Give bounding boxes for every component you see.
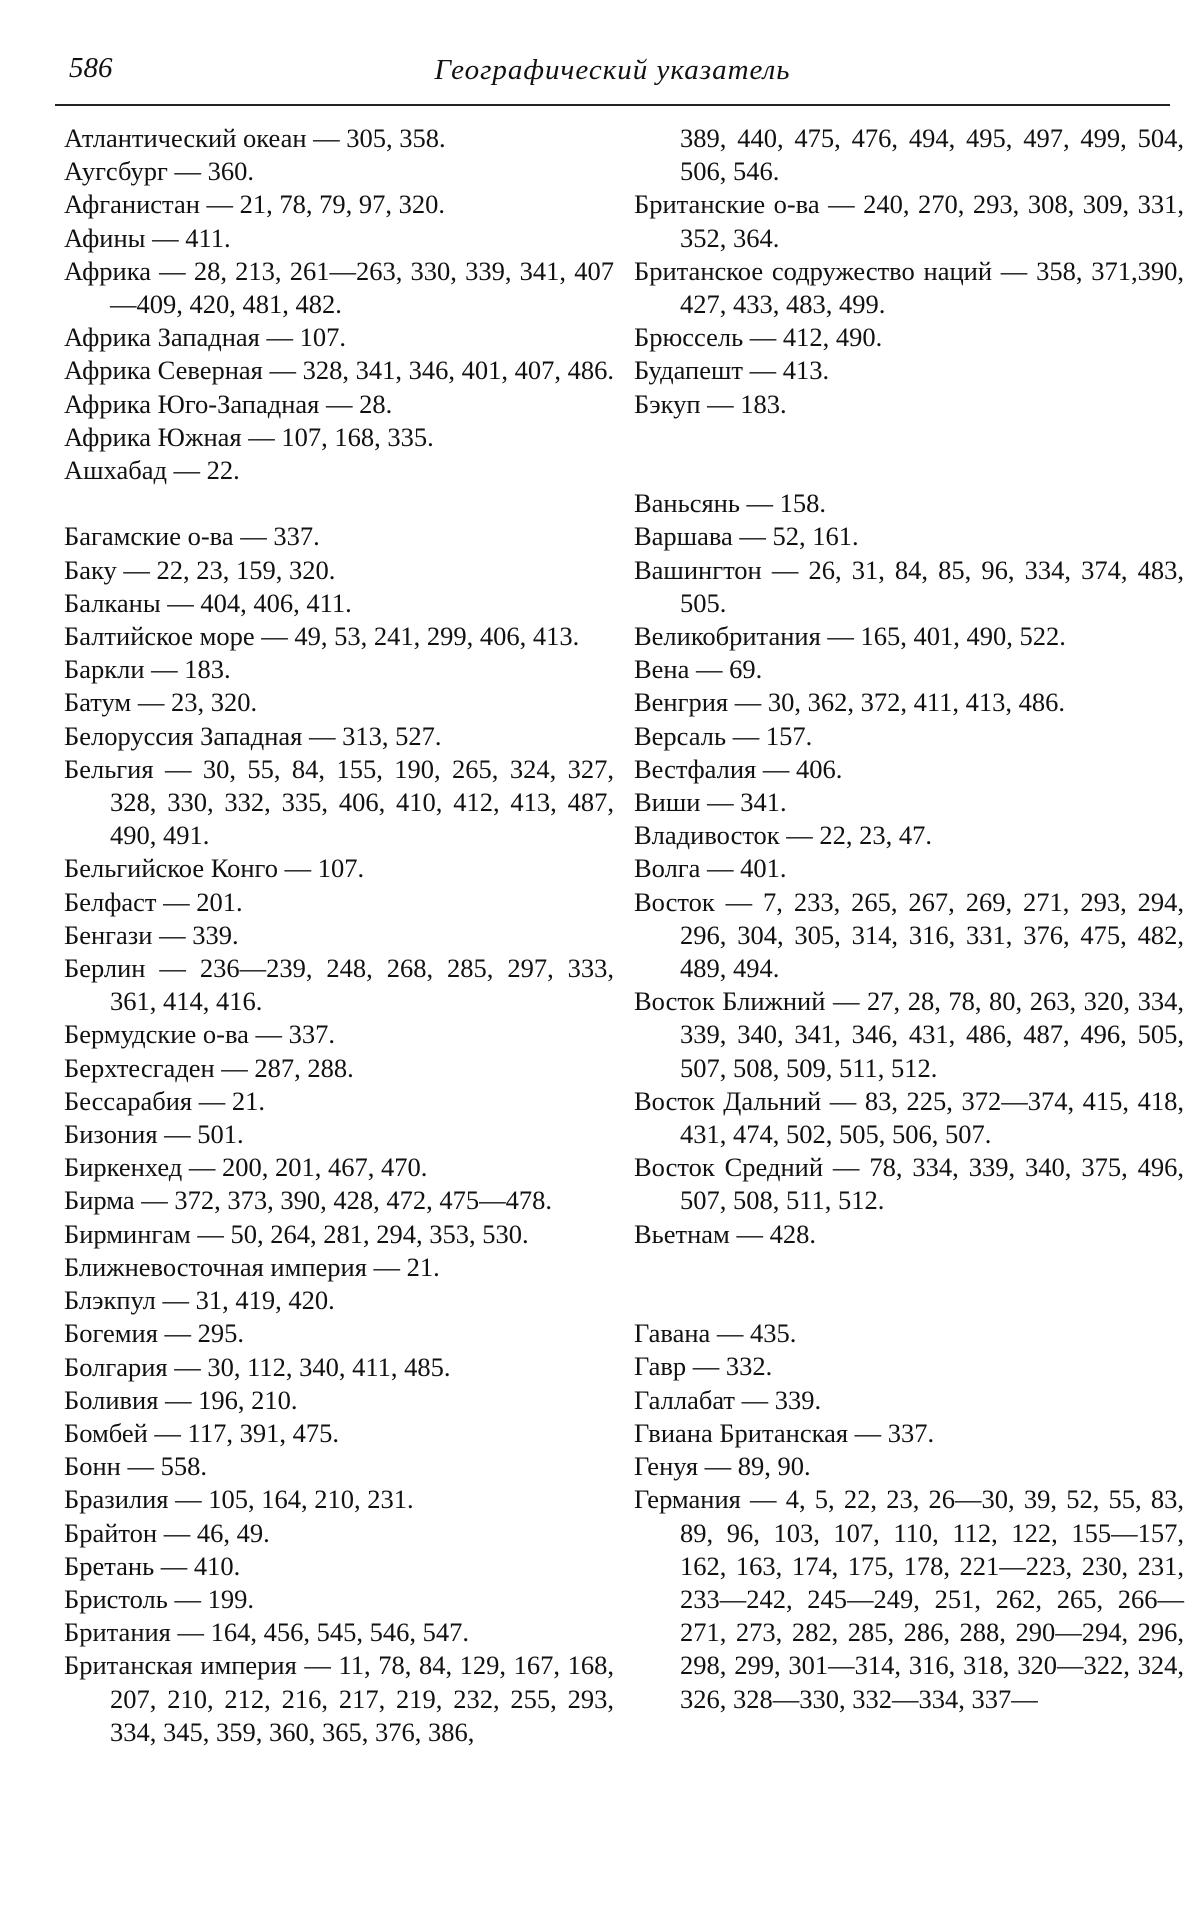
index-entry: Берхтесгаден — 287, 288. [64,1052,354,1083]
index-entry: Бомбей — 117, 391, 475. [64,1417,339,1448]
index-entry: Боливия — 196, 210. [64,1384,298,1415]
index-entry: Блэкпул — 31, 419, 420. [64,1285,335,1316]
index-column-left [64,122,614,1749]
index-entry: Балтийское море — 49, 53, 241, 299, 406, 413. [64,621,580,652]
index-entry: Бирмингам — 50, 264, 281, 294, 353, 530. [64,1218,529,1249]
index-entry: Берлин — 236—239, 248, 268, 285, 297, 333, 361, 414, 416. [64,953,614,1017]
index-entry-continuation: 389, 440, 475, 476, 494, 495, 497, 499, 504, 506, 546. [680,123,1184,187]
index-entry: Гвиана Британская — 337. [634,1417,935,1448]
index-entry: Вашингтон — 26, 31, 84, 85, 96, 334, 374, 483, 505. [634,554,1184,618]
index-entry: Ваньсянь — 158. [634,488,827,519]
running-title: Географический указатель [434,54,791,86]
index-entry: Бермудские о-ва — 337. [64,1019,335,1050]
index-entry: Вьетнам — 428. [634,1218,816,1249]
index-entry: Гавр — 332. [634,1351,773,1382]
index-column-right [634,122,1184,1716]
index-entry: Британская империя — 11, 78, 84, 129, 167, 168, 207, 210, 212, 216, 217, 219, 232, 255, 293, 334, 345, 359, 360, 365, 376, 386, [64,1650,614,1747]
index-entry: Бессарабия — 21. [64,1085,265,1116]
index-entry: Африка Южная — 107, 168, 335. [64,421,434,452]
index-entry: Великобритания — 165, 401, 490, 522. [634,621,1066,652]
index-entry: Брайтон — 46, 49. [64,1517,270,1548]
index-entry: Ближневосточная империя — 21. [64,1251,440,1282]
index-entry: Баркли — 183. [64,654,231,685]
index-entry: Биркенхед — 200, 201, 467, 470. [64,1152,428,1183]
index-entry: Аугсбург — 360. [64,156,254,187]
page-header [55,48,1170,106]
index-entry: Белфаст — 201. [64,886,243,917]
index-entry: Вена — 69. [634,654,763,685]
index-entry: Ашхабад — 22. [64,455,240,486]
index-entry: Восток Дальний — 83, 225, 372—374, 415, 418, 431, 474, 502, 505, 506, 507. [634,1085,1184,1150]
index-entry: Афины — 411. [64,222,231,253]
index-entry: Будапешт — 413. [634,355,830,386]
index-entry: Гавана — 435. [634,1318,797,1349]
index-entry: Африка — 28, 213, 261—263, 330, 339, 341, 407—409, 420, 481, 482. [64,255,614,320]
index-entry: Бонн — 558. [64,1451,207,1482]
index-entry: Баку — 22, 23, 159, 320. [64,554,336,585]
index-entry: Бельгийское Конго — 107. [64,853,365,884]
index-entry: Брюссель — 412, 490. [634,322,883,353]
index-entry: Генуя — 89, 90. [634,1451,811,1482]
index-entry: Атлантический океан — 305, 358. [64,123,446,153]
index-entry: Варшава — 52, 161. [634,521,859,552]
index-entry: Галлабат — 339. [634,1384,822,1415]
index-entry: Бирма — 372, 373, 390, 428, 472, 475—478. [64,1185,552,1216]
page-number: 586 [69,52,113,84]
index-entry: Восток — 7, 233, 265, 267, 269, 271, 293, 294, 296, 304, 305, 314, 316, 331, 376, 475, 482, 489, 494. [634,886,1184,984]
index-entry: Бизония — 501. [64,1119,244,1150]
index-entry: Бельгия — 30, 55, 84, 155, 190, 265, 324, 327, 328, 330, 332, 335, 406, 410, 412, 413, 487, 490, 491. [64,753,614,851]
index-entry: Венгрия — 30, 362, 372, 411, 413, 486. [634,687,1066,718]
index-entry: Богемия — 295. [64,1318,245,1349]
index-entry: Британия — 164, 456, 545, 546, 547. [64,1617,469,1648]
index-entry: Волга — 401. [634,853,787,884]
index-entry: Восток Ближний — 27, 28, 78, 80, 263, 320, 334, 339, 340, 341, 346, 431, 486, 487, 496, 505, 507, 508, 509, 511, 512. [634,986,1184,1083]
index-entry: Версаль — 157. [634,720,813,751]
index-entry: Батум — 23, 320. [64,687,258,718]
index-entry: Болгария — 30, 112, 340, 411, 485. [64,1351,451,1382]
index-entry: Виши — 341. [634,787,787,818]
index-entry: Африка Северная — 328, 341, 346, 401, 407, 486. [64,355,614,386]
index-entry: Балканы — 404, 406, 411. [64,587,352,618]
index-entry: Вестфалия — 406. [634,753,843,784]
index-entry: Британское содружество наций — 358, 371,390, 427, 433, 483, 499. [634,255,1184,320]
index-entry: Владивосток — 22, 23, 47. [634,820,933,851]
index-entry: Восток Средний — 78, 334, 339, 340, 375, 496, 507, 508, 511, 512. [634,1152,1184,1216]
index-entry: Германия — 4, 5, 22, 23, 26—30, 39, 52, 55, 83, 89, 96, 103, 107, 110, 112, 122, 155—157, 162, 163, 174, 175, 178, 221—223, 230, 231, 233—242, 245—249, 251, 262, 265, 266—271, 273, 282, 285, 286, 288, 290—294, 296, 298, 299, 301—314, 316, 318, 320—322, 324, 326, 328—330, 332—334, 337— [634,1484,1184,1714]
index-entry: Бристоль — 199. [64,1583,254,1614]
index-entry: Британские о-ва — 240, 270, 293, 308, 309, 331, 352, 364. [634,189,1184,253]
index-entry: Бразилия — 105, 164, 210, 231. [64,1484,414,1515]
index-entry: Бенгази — 339. [64,919,239,950]
index-entry: Африка Юго-Западная — 28. [64,388,393,419]
index-entry: Белоруссия Западная — 313, 527. [64,720,442,751]
index-entry: Бретань — 410. [64,1550,241,1581]
index-entry: Бэкуп — 183. [634,388,787,419]
index-entry: Багамские о-ва — 337. [64,521,320,552]
index-entry: Афганистан — 21, 78, 79, 97, 320. [64,189,446,220]
index-entry: Африка Западная — 107. [64,322,346,353]
